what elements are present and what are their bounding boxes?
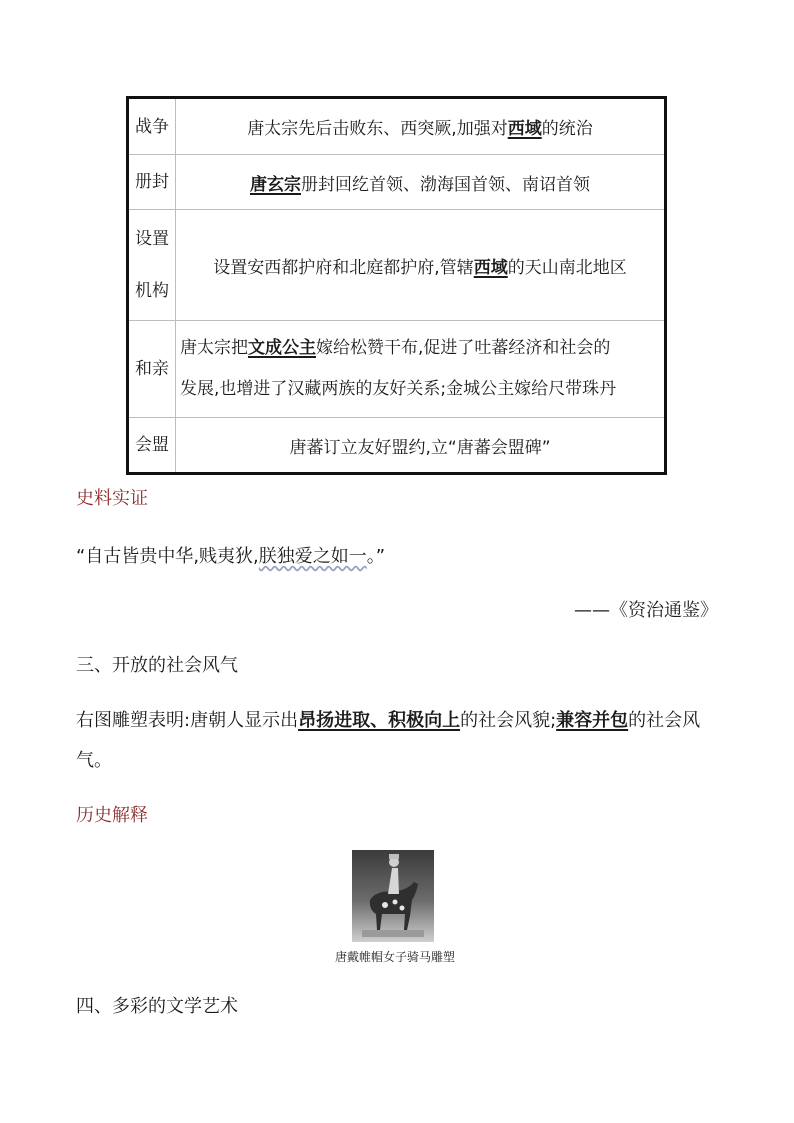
section-3-heading: 三、开放的社会风气	[76, 655, 238, 676]
figure-caption: 唐戴帷帽女子骑马雕塑	[334, 950, 455, 964]
horse-rider-statue-image	[352, 850, 434, 942]
table-row	[128, 210, 666, 321]
keyword: 昂扬进取、积极向上	[298, 710, 461, 731]
keyword: 唐玄宗	[250, 174, 301, 195]
wavy-underlined-text: 朕独爱之如一	[258, 546, 367, 567]
heading-lishi: 历史解释	[76, 805, 148, 826]
row-value: 唐太宗把文成公主嫁给松赞干布,促进了吐蕃经济和社会的 发展,也增进了汉藏两族的友好关系;金城公主嫁给尺带珠丹	[176, 321, 666, 418]
row-key: 战争	[128, 98, 176, 155]
paragraph-line-2: 气。	[76, 750, 112, 771]
keyword: 兼容并包	[556, 710, 629, 731]
quote-source: ——《资治通鉴》	[574, 600, 718, 621]
row-key: 设置 机构	[128, 210, 176, 321]
paragraph: 右图雕塑表明:唐朝人显示出昂扬进取、积极向上的社会风貌;兼容并包的社会风	[76, 710, 701, 731]
table-row	[128, 155, 666, 210]
row-value: 唐太宗先后击败东、西突厥,加强对西域的统治	[176, 98, 666, 155]
section-4-heading: 四、多彩的文学艺术	[76, 996, 238, 1017]
keyword: 西域	[473, 257, 508, 278]
row-key: 会盟	[128, 418, 176, 474]
row-value: 设置安西都护府和北庭都护府,管辖西域的天山南北地区	[176, 210, 666, 321]
horse-rider-statue-icon	[352, 850, 434, 942]
keyword: 文成公主	[248, 338, 316, 358]
row-key: 和亲	[128, 321, 176, 418]
row-value: 唐玄宗册封回纥首领、渤海国首领、南诏首领	[176, 155, 666, 210]
heading-shiliao: 史料实证	[76, 488, 148, 509]
keyword: 西域	[507, 119, 542, 139]
row-key: 册封	[128, 155, 176, 210]
table-row	[128, 321, 666, 418]
history-table	[126, 96, 667, 475]
table-row	[128, 98, 666, 155]
quote: “自古皆贵中华,贱夷狄,朕独爱之如一。”	[76, 546, 386, 567]
table-row	[128, 418, 666, 474]
row-value: 唐蕃订立友好盟约,立“唐蕃会盟碑”	[176, 418, 666, 474]
